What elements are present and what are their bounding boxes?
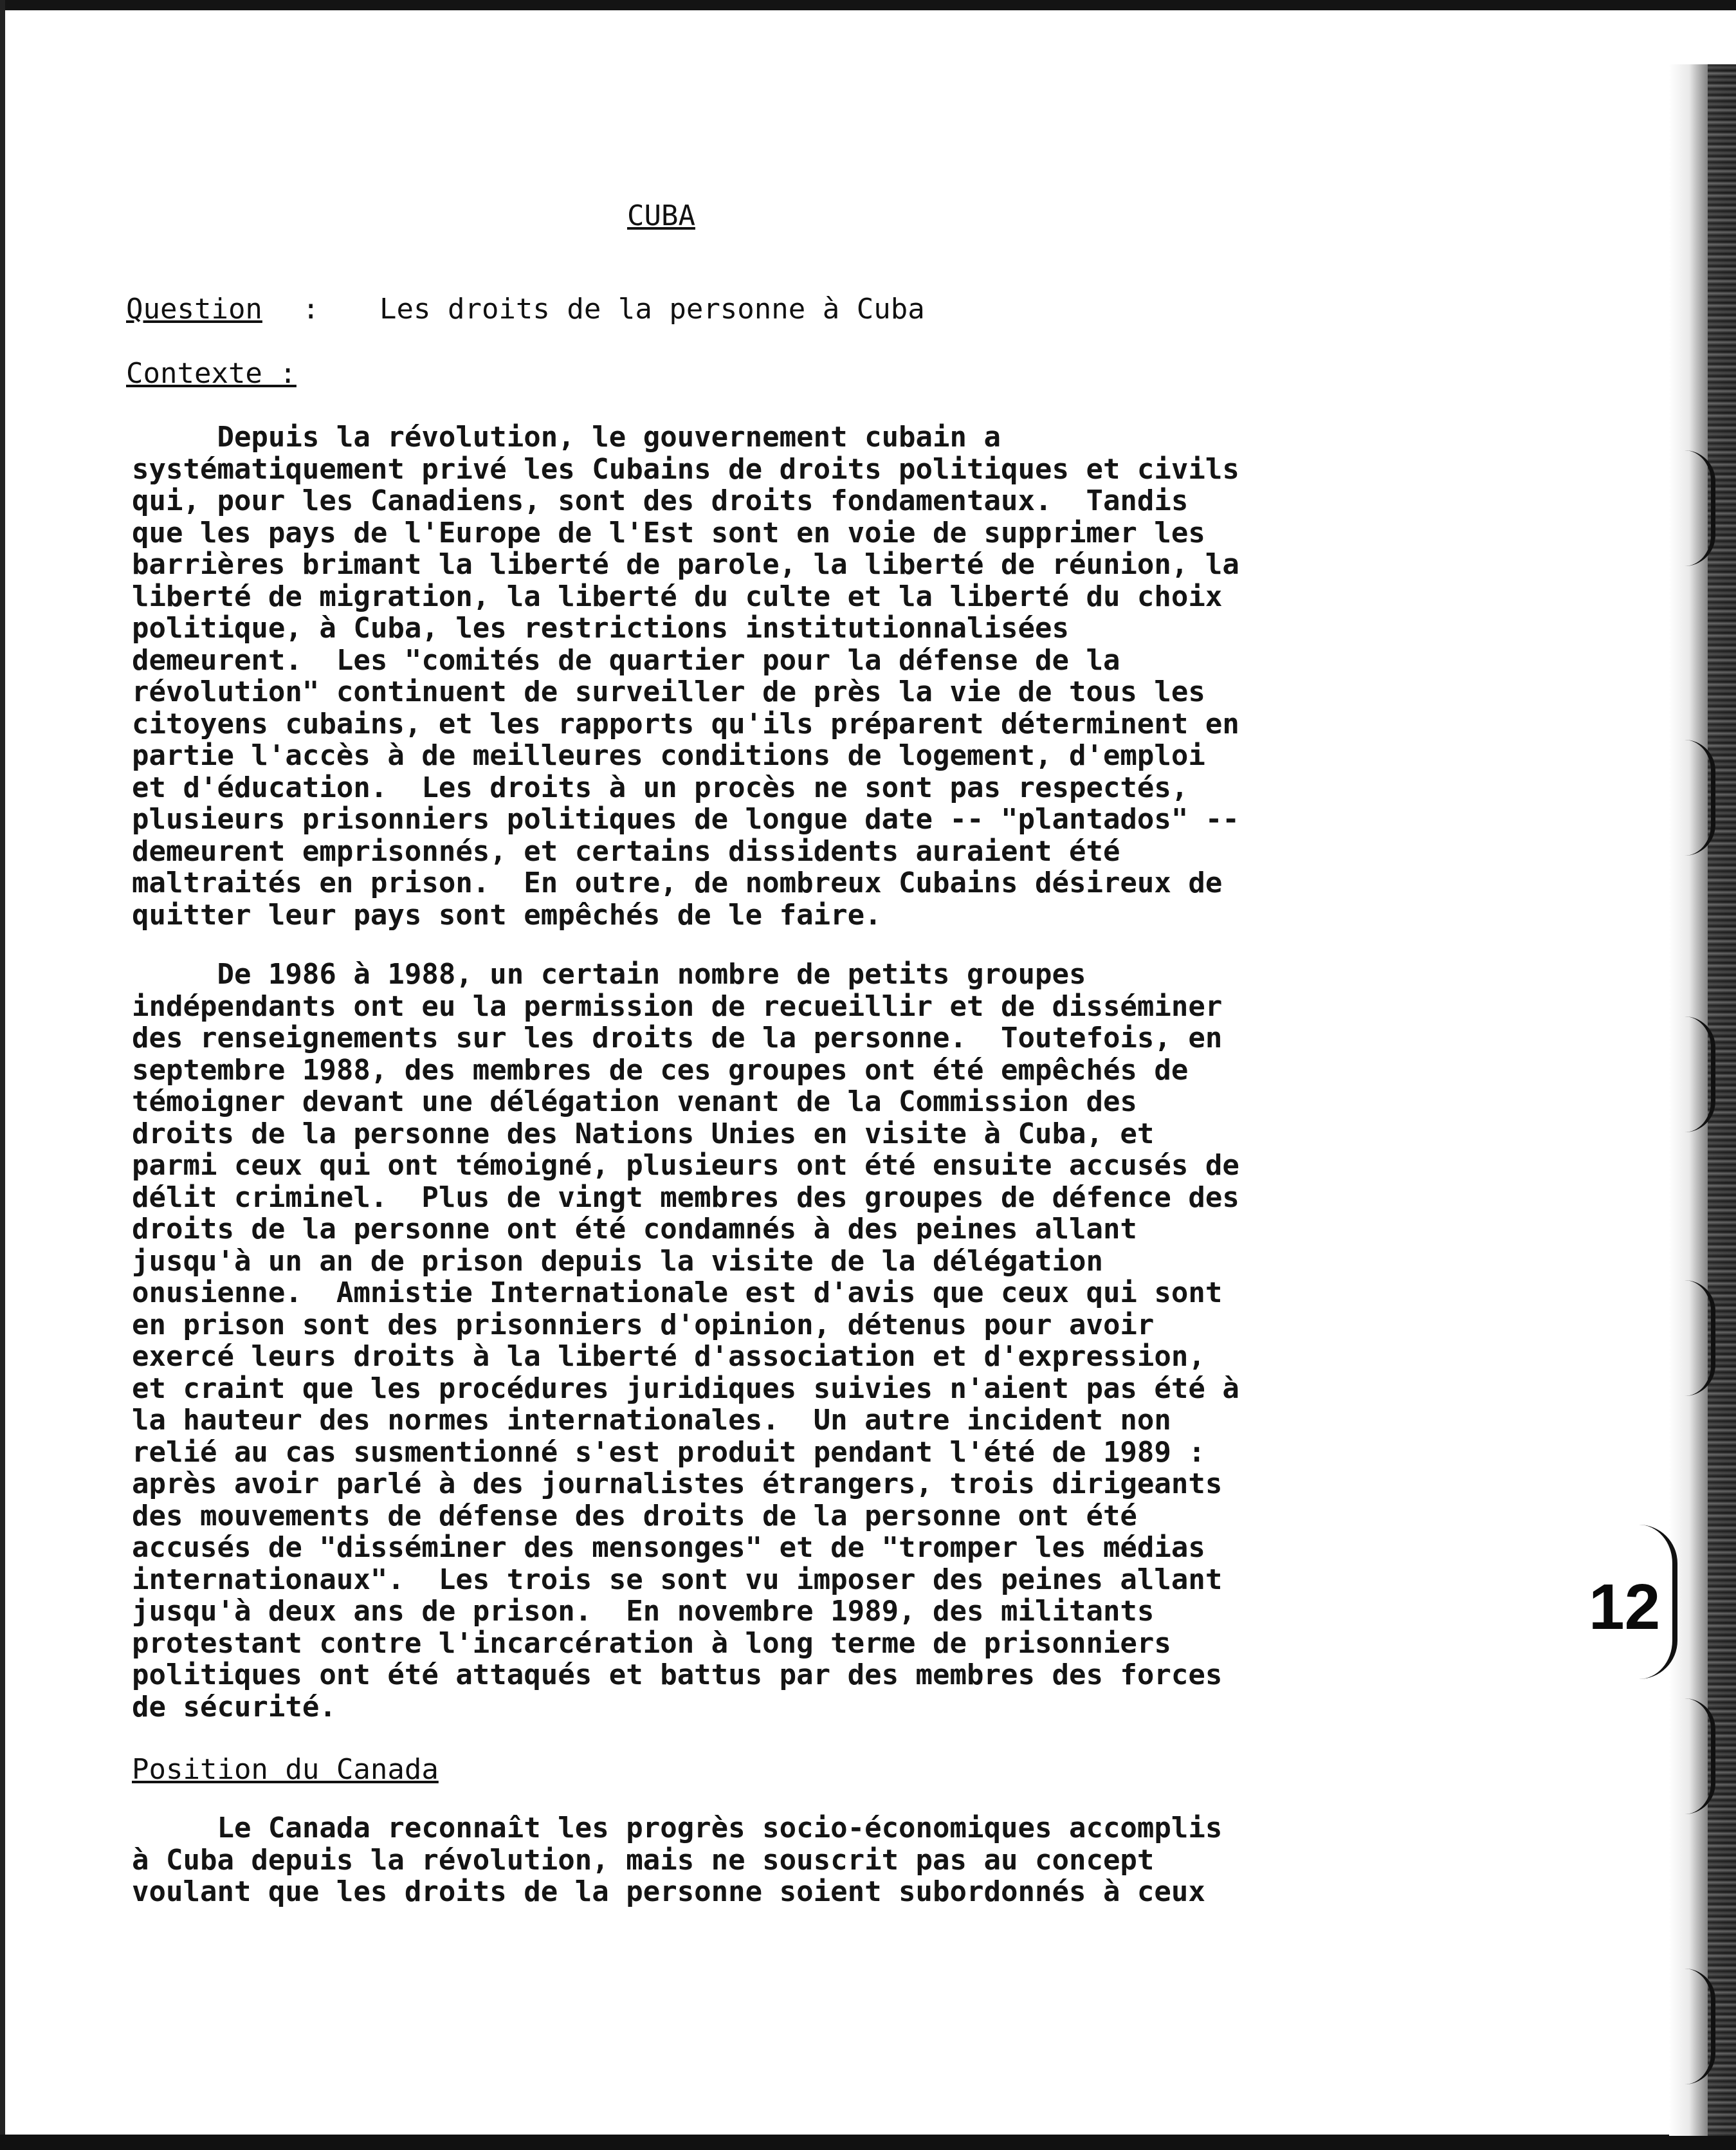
question-label: Question	[126, 293, 262, 326]
scan-border-bottom	[0, 2135, 1736, 2150]
context-paragraph-1: Depuis la révolution, le gouvernement cubain a systématiquement privé les Cubains de droits politiques et civils qui, pour les Canadiens, sont des droits fondamentaux. Tandis que les pays de l'Europe de l'Est sont en voie de supprimer les barrières brimant la liberté de parole, la liberté de réunion, la liberté de migration, la liberté du culte et la liberté du choix politique, à Cuba, les restrictions institutionnalisées demeurent. Les "comités de quartier pour la défense de la révolution" continuent de surveiller de près la vie de tous les citoyens cubains, et les rapports qu'ils préparent déterminent en partie l'accès à de meilleures conditions de logement, d'emploi et d'éducation. Les droits à un procès ne sont pas respectés, plusieurs prisonniers politiques de longue date -- "plantados" -- demeurent emprisonnés, et certains dissidents auraient été maltraités en prison. En outre, de nombreux Cubains désireux de quitter leur pays sont empêchés de le faire.	[132, 421, 1239, 932]
position-paragraph: Le Canada reconnaît les progrès socio-économiques accomplis à Cuba depuis la révolution, mais ne souscrit pas au concept voulant que les droits de la personne soient subordonnés à ceux	[132, 1812, 1223, 1908]
tab-divider	[1666, 1969, 1715, 2084]
section-heading: Position du Canada	[132, 1753, 439, 1786]
scan-border-top	[0, 0, 1736, 10]
tab-number-label[interactable]: 12	[1589, 1571, 1661, 1643]
context-label: Contexte :	[126, 357, 297, 390]
context-paragraph-2: De 1986 à 1988, un certain nombre de petits groupes indépendants ont eu la permission de recueillir et de disséminer des renseignements sur les droits de la personne. Toutefois, en septembre 1988, des membres de ces groupes ont été empêchés de témoigner devant une délégation venant de la Commission des droits de la personne des Nations Unies en visite à Cuba, et parmi ceux qui ont témoigné, plusieurs ont été ensuite accusés de délit criminel. Plus de vingt membres des groupes de défence des droits de la personne ont été condamnés à des peines allant jusqu'à un an de prison depuis la visite de la délégation onusienne. Amnistie Internationale est d'avis que ceux qui sont en prison sont des prisonniers d'opinion, détenus pour avoir exercé leurs droits à la liberté d'association et d'expression, et craint que les procédures juridiques suivies n'aient pas été à la hauteur des normes internationales. Un autre incident non relié au cas susmentionné s'est produit pendant l'été de 1989 : après avoir parlé à des journalistes étrangers, trois dirigeants des mouvements de défense des droits de la personne ont été accusés de "disséminer des mensonges" et de "tromper les médias internationaux". Les trois se sont vu imposer des peines allant jusqu'à deux ans de prison. En novembre 1989, des militants protestant contre l'incarcération à long terme de prisonniers politiques ont été attaqués et battus par des membres des forces de sécurité.	[132, 958, 1239, 1723]
question-text: Les droits de la personne à Cuba	[379, 293, 925, 326]
tab-divider	[1666, 450, 1715, 566]
tab-divider	[1666, 1280, 1715, 1396]
scan-border-left	[0, 0, 5, 2150]
tab-divider	[1666, 740, 1715, 856]
tab-divider	[1666, 1016, 1715, 1132]
tab-divider	[1666, 1698, 1715, 1814]
page-title: CUBA	[627, 199, 695, 232]
question-separator: :	[302, 293, 320, 326]
